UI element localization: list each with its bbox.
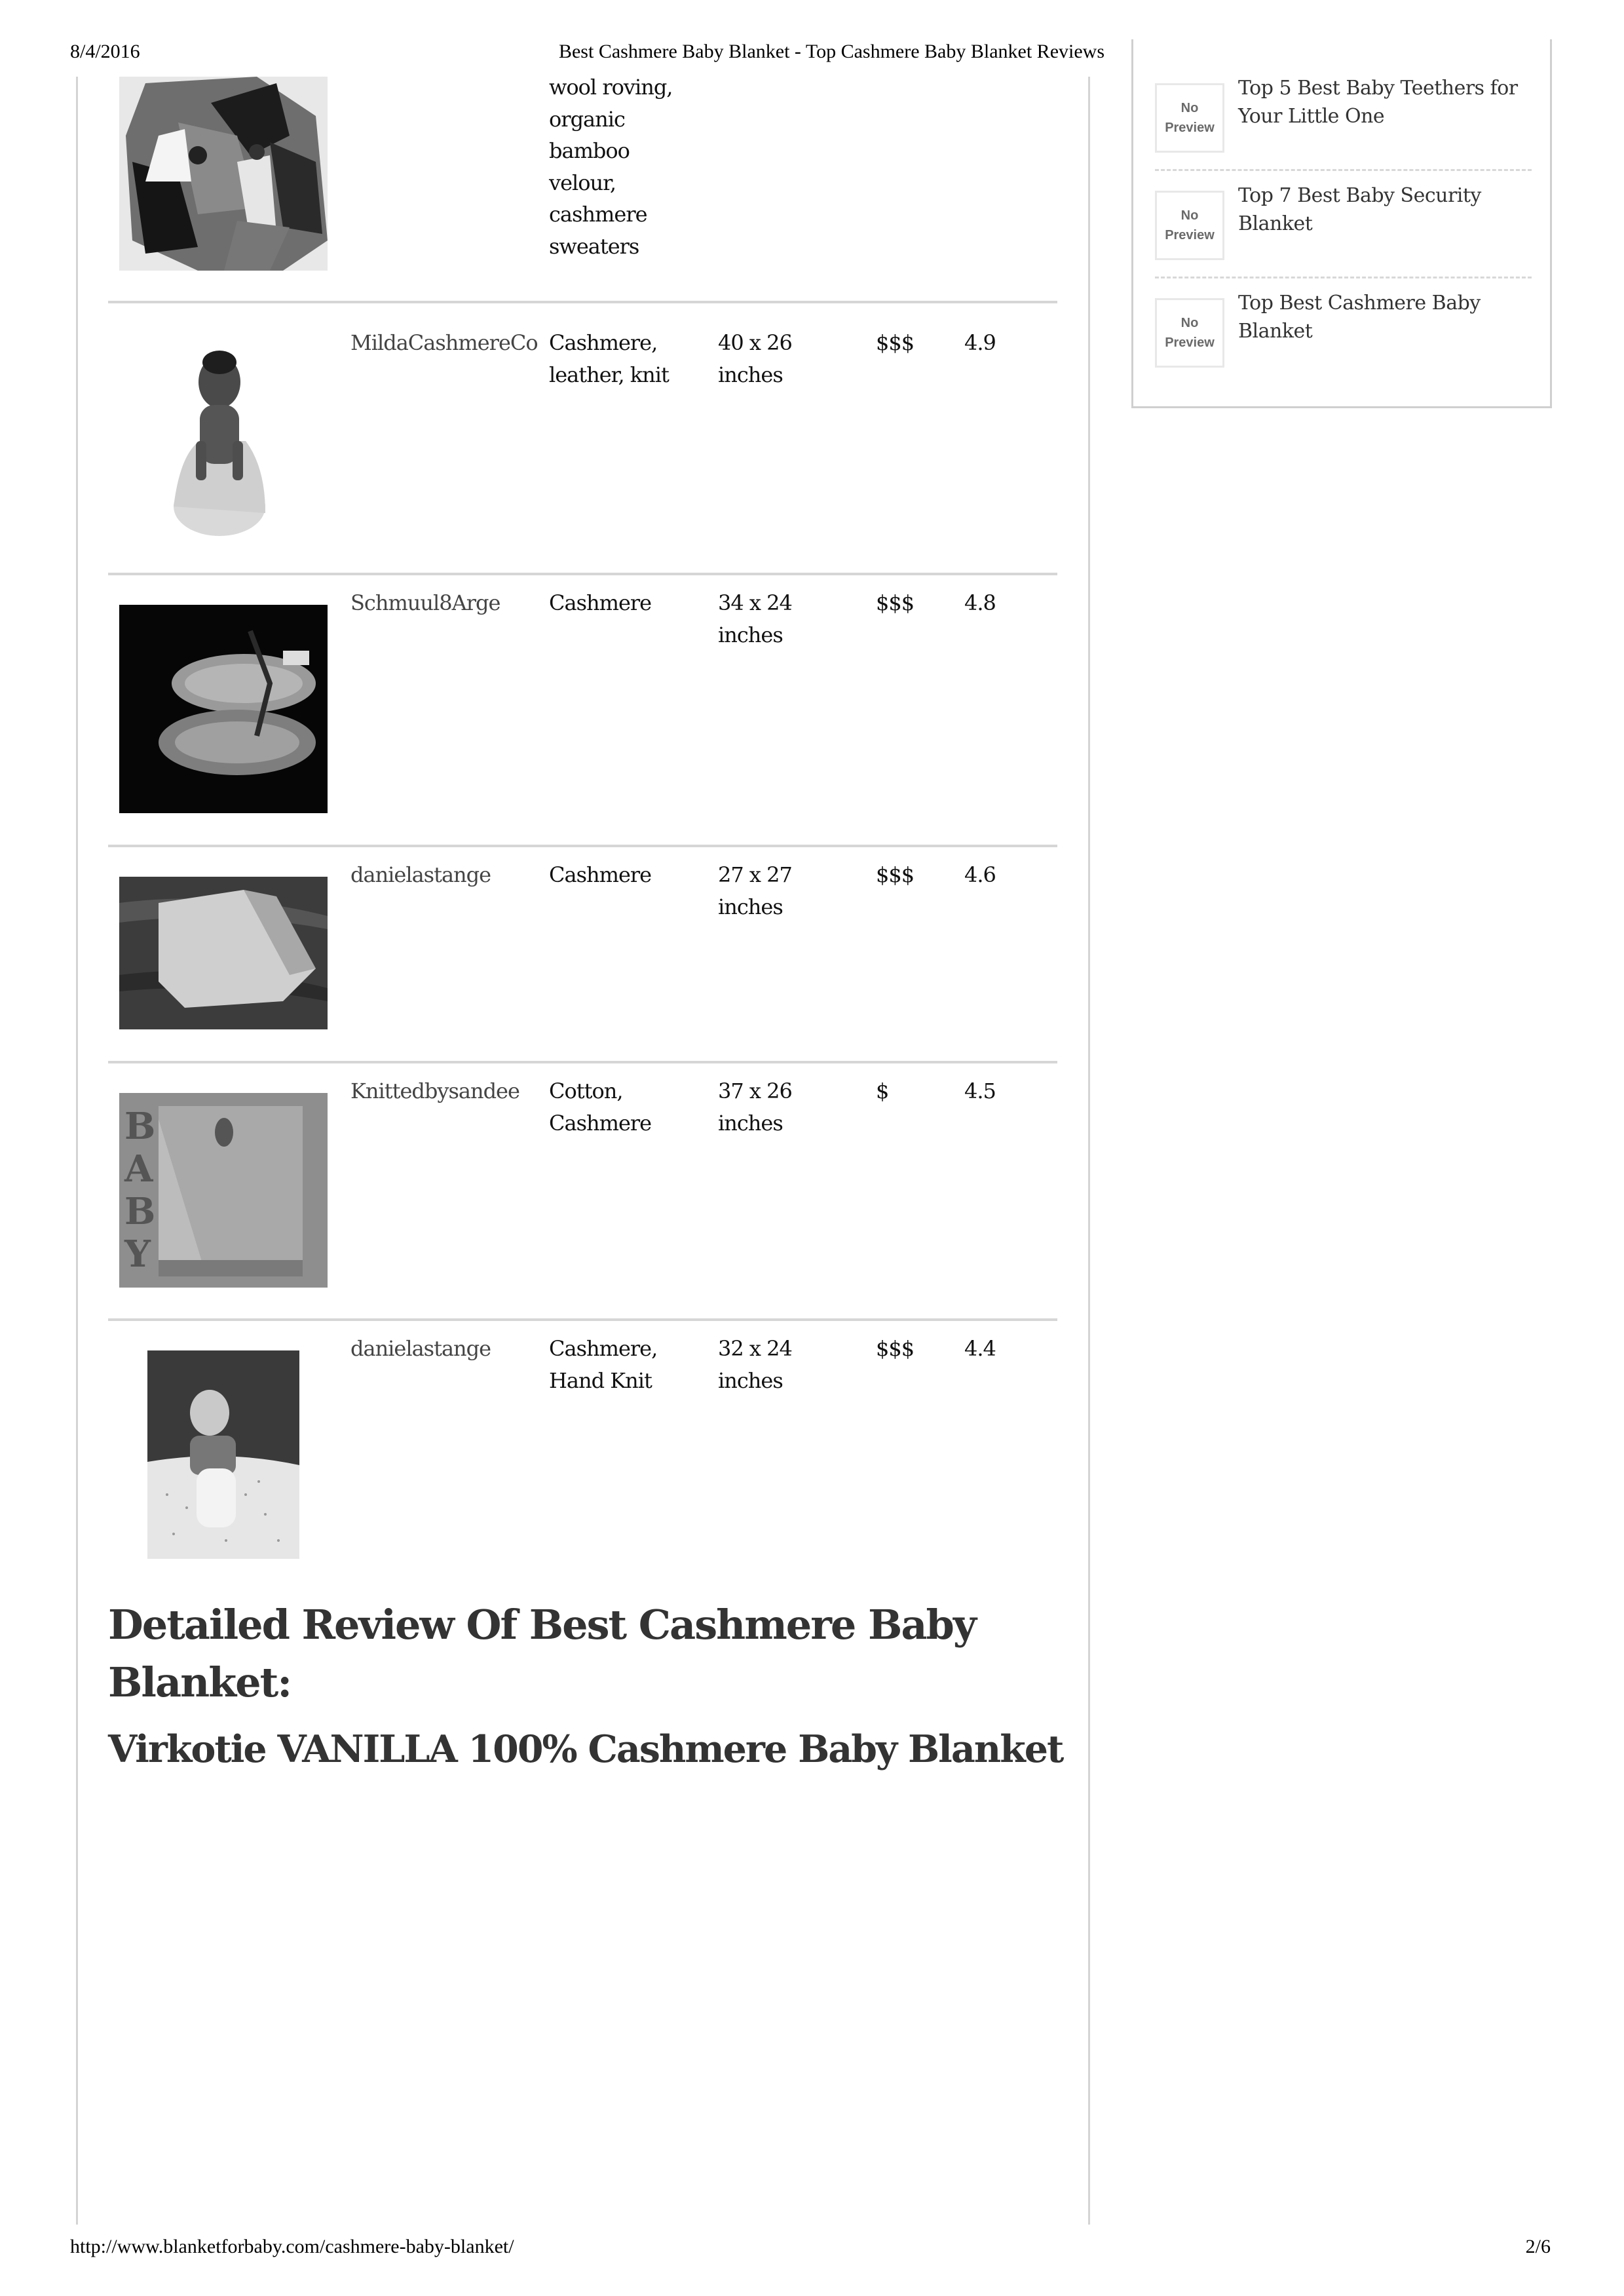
material-cell: Cashmere, leather, knit xyxy=(549,330,669,387)
material-cell: wool roving, organic bamboo velour, cashmere sweaters xyxy=(549,75,673,259)
print-url: http://www.blanketforbaby.com/cashmere-baby-blanket/ xyxy=(70,2236,514,2257)
material-cell: Cashmere xyxy=(549,590,652,615)
rating-cell: 4.6 xyxy=(964,862,996,887)
vendor-cell: Knittedbysandee xyxy=(350,1079,519,1103)
product-image[interactable] xyxy=(119,77,328,271)
price-cell: $$$ xyxy=(876,330,915,355)
table-row xyxy=(108,1061,1057,1318)
print-page-number: 2/6 xyxy=(1525,2236,1551,2257)
price-cell: $ xyxy=(876,1079,889,1103)
size-cell: 34 x 24 inches xyxy=(718,590,792,647)
rating-cell: 4.4 xyxy=(964,1336,996,1361)
vendor-cell: Schmuul8Arge xyxy=(350,590,500,615)
table-row xyxy=(108,301,1057,573)
rating-cell: 4.5 xyxy=(964,1079,996,1103)
product-image[interactable] xyxy=(119,605,328,813)
product-image[interactable] xyxy=(119,877,328,1029)
print-date: 8/4/2016 xyxy=(70,41,140,62)
product-image[interactable] xyxy=(119,1093,328,1288)
size-cell: 37 x 26 inches xyxy=(718,1079,792,1136)
print-page-title: Best Cashmere Baby Blanket - Top Cashmere Baby Blanket Reviews xyxy=(558,41,1105,62)
baby-on-blanket-photo-icon xyxy=(167,343,272,539)
svg-text:B: B xyxy=(124,1105,156,1148)
table-row xyxy=(108,1318,1057,1594)
baby-letters-blanket-photo-icon xyxy=(119,1093,328,1288)
vendor-cell: MildaCashmereCo xyxy=(350,330,538,355)
no-preview-thumbnail[interactable]: No Preview xyxy=(1155,298,1224,368)
material-cell: Cashmere, Hand Knit xyxy=(549,1336,658,1393)
vendor-cell: danielastange xyxy=(350,1336,491,1361)
related-post-link[interactable]: Top 5 Best Baby Teethers for Your Little One xyxy=(1238,77,1518,128)
svg-text:Y: Y xyxy=(124,1233,151,1276)
product-heading: Virkotie VANILLA 100% Cashmere Baby Blanket xyxy=(108,1727,1063,1771)
product-image[interactable] xyxy=(167,343,272,539)
price-cell: $$$ xyxy=(876,862,915,887)
table-row xyxy=(108,77,1057,302)
related-post-link[interactable]: Top 7 Best Baby Security Blanket xyxy=(1238,184,1481,235)
size-cell: 27 x 27 inches xyxy=(718,862,792,919)
price-cell: $$$ xyxy=(876,1336,915,1361)
rating-cell: 4.9 xyxy=(964,330,996,355)
svg-text:B: B xyxy=(124,1190,156,1233)
section-heading: Detailed Review Of Best Cashmere Baby Blanket: xyxy=(108,1601,975,1706)
no-preview-thumbnail[interactable]: No Preview xyxy=(1155,83,1224,153)
dashed-divider xyxy=(1155,277,1532,278)
patchwork-blanket-photo-icon xyxy=(119,77,328,271)
vendor-cell: danielastange xyxy=(350,862,491,887)
infant-on-blanket-photo-icon xyxy=(147,1350,299,1559)
dashed-divider xyxy=(1155,169,1532,171)
table-row xyxy=(108,845,1057,1061)
related-posts-widget xyxy=(1131,39,1552,408)
blanket-on-wood-photo-icon xyxy=(119,877,328,1029)
material-cell: Cashmere xyxy=(549,862,652,887)
svg-text:A: A xyxy=(124,1147,153,1191)
material-cell: Cotton, Cashmere xyxy=(549,1079,652,1136)
no-preview-thumbnail[interactable]: No Preview xyxy=(1155,191,1224,260)
price-cell: $$$ xyxy=(876,590,915,615)
rating-cell: 4.8 xyxy=(964,590,996,615)
folded-blankets-photo-icon xyxy=(119,605,328,813)
size-cell: 32 x 24 inches xyxy=(718,1336,792,1393)
content-left-border xyxy=(76,77,78,2225)
table-row xyxy=(108,573,1057,845)
content-sidebar-divider xyxy=(1088,77,1090,2225)
product-image[interactable] xyxy=(147,1350,299,1559)
related-post-link[interactable]: Top Best Cashmere Baby Blanket xyxy=(1238,292,1481,343)
size-cell: 40 x 26 inches xyxy=(718,330,792,387)
